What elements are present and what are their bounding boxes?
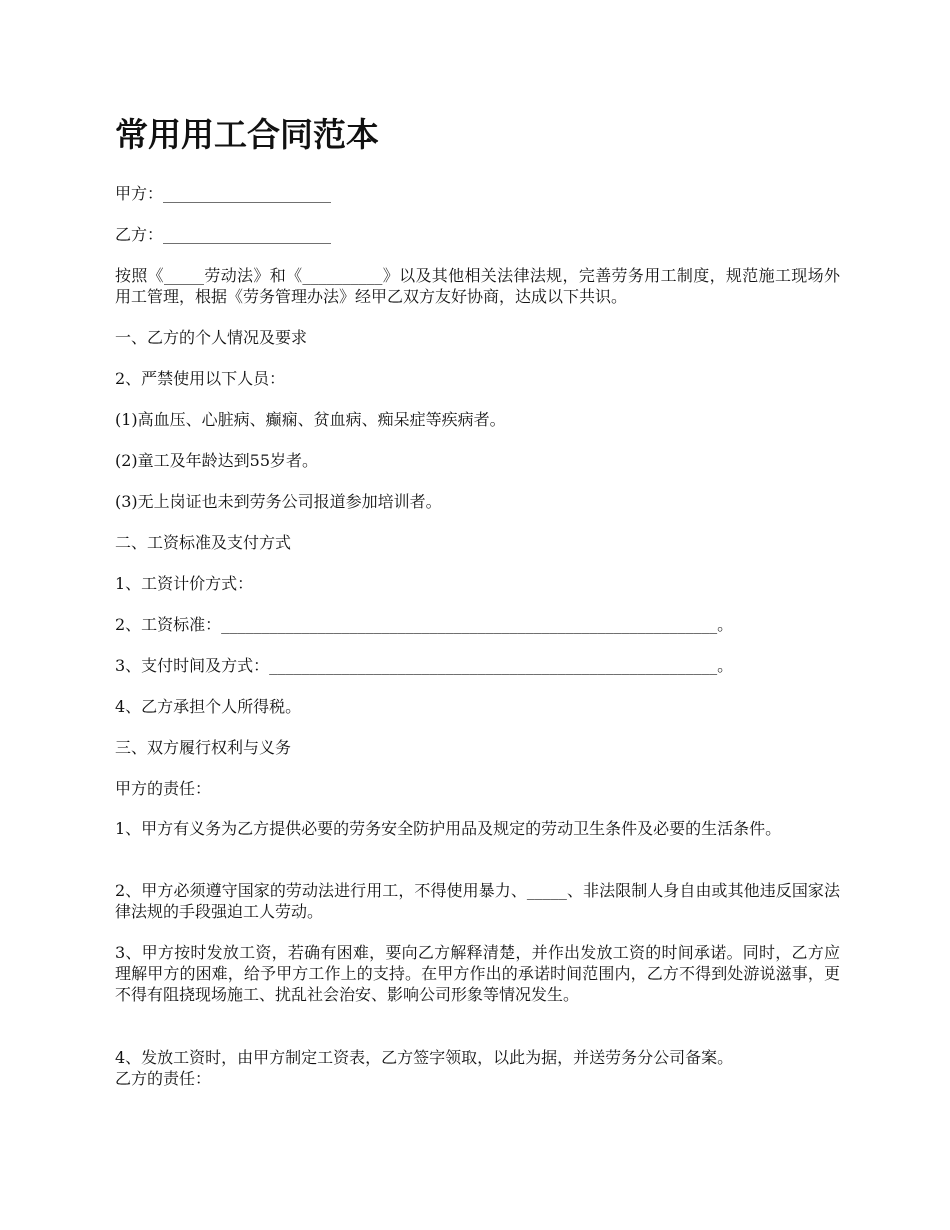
section-2-heading: 二、工资标准及支付方式	[115, 533, 292, 552]
party-a-duty-1: 1、甲方有义务为乙方提供必要的劳务安全防护用品及规定的劳动卫生条件及必要的生活条件。	[115, 819, 782, 838]
document-title: 常用用工合同范本	[115, 115, 379, 154]
section-1-item-2: 2、严禁使用以下人员：	[115, 369, 286, 388]
party-a-duty-3: 3、甲方按时发放工资，若确有困难，要向乙方解释清楚，并作出发放工资的时间承诺。同时，乙方应理解甲方的困难，给予甲方工作上的支持。在甲方作出的承诺时间范围内，乙方不得到处游说滋事，更不得有阻挠现场施工、扰乱社会治安、影响公司形象等情况发生。	[115, 943, 840, 1004]
section-2-item-4: 4、乙方承担个人所得税。	[115, 697, 302, 716]
party-a-line: 甲方：_____________________	[115, 184, 332, 203]
section-1-subitem-2: (2)童工及年龄达到55岁者。	[115, 451, 319, 470]
party-a-duty-2: 2、甲方必须遵守国家的劳动法进行用工，不得使用暴力、_____、非法限制人身自由或其他违反国家法律法规的手段强迫工人劳动。	[115, 881, 840, 921]
section-2-item-2: 2、工资标准：______________________________________________________________。	[115, 615, 734, 634]
section-1-subitem-1: (1)高血压、心脏病、癫痫、贫血病、痴呆症等疾病者。	[115, 410, 506, 429]
intro-paragraph: 按照《_____劳动法》和《__________》以及其他相关法律法规，完善劳务用工制度，规范施工现场外用工管理，根据《劳务管理办法》经甲乙双方友好协商，达成以下共识。	[115, 266, 840, 306]
section-3-heading: 三、双方履行权利与义务	[115, 738, 292, 757]
section-1-heading: 一、乙方的个人情况及要求	[115, 328, 308, 347]
section-2-item-1: 1、工资计价方式：	[115, 574, 254, 593]
party-b-line: 乙方：_____________________	[115, 225, 332, 244]
party-a-duty-4: 4、发放工资时，由甲方制定工资表，乙方签字领取，以此为据，并送劳务分公司备案。	[115, 1048, 734, 1067]
party-b-duty-heading: 乙方的责任：	[115, 1069, 212, 1088]
section-1-subitem-3: (3)无上岗证也未到劳务公司报道参加培训者。	[115, 492, 442, 511]
party-a-duty-heading: 甲方的责任：	[115, 779, 212, 798]
section-2-item-3: 3、支付时间及方式：________________________________________________________。	[115, 656, 734, 675]
